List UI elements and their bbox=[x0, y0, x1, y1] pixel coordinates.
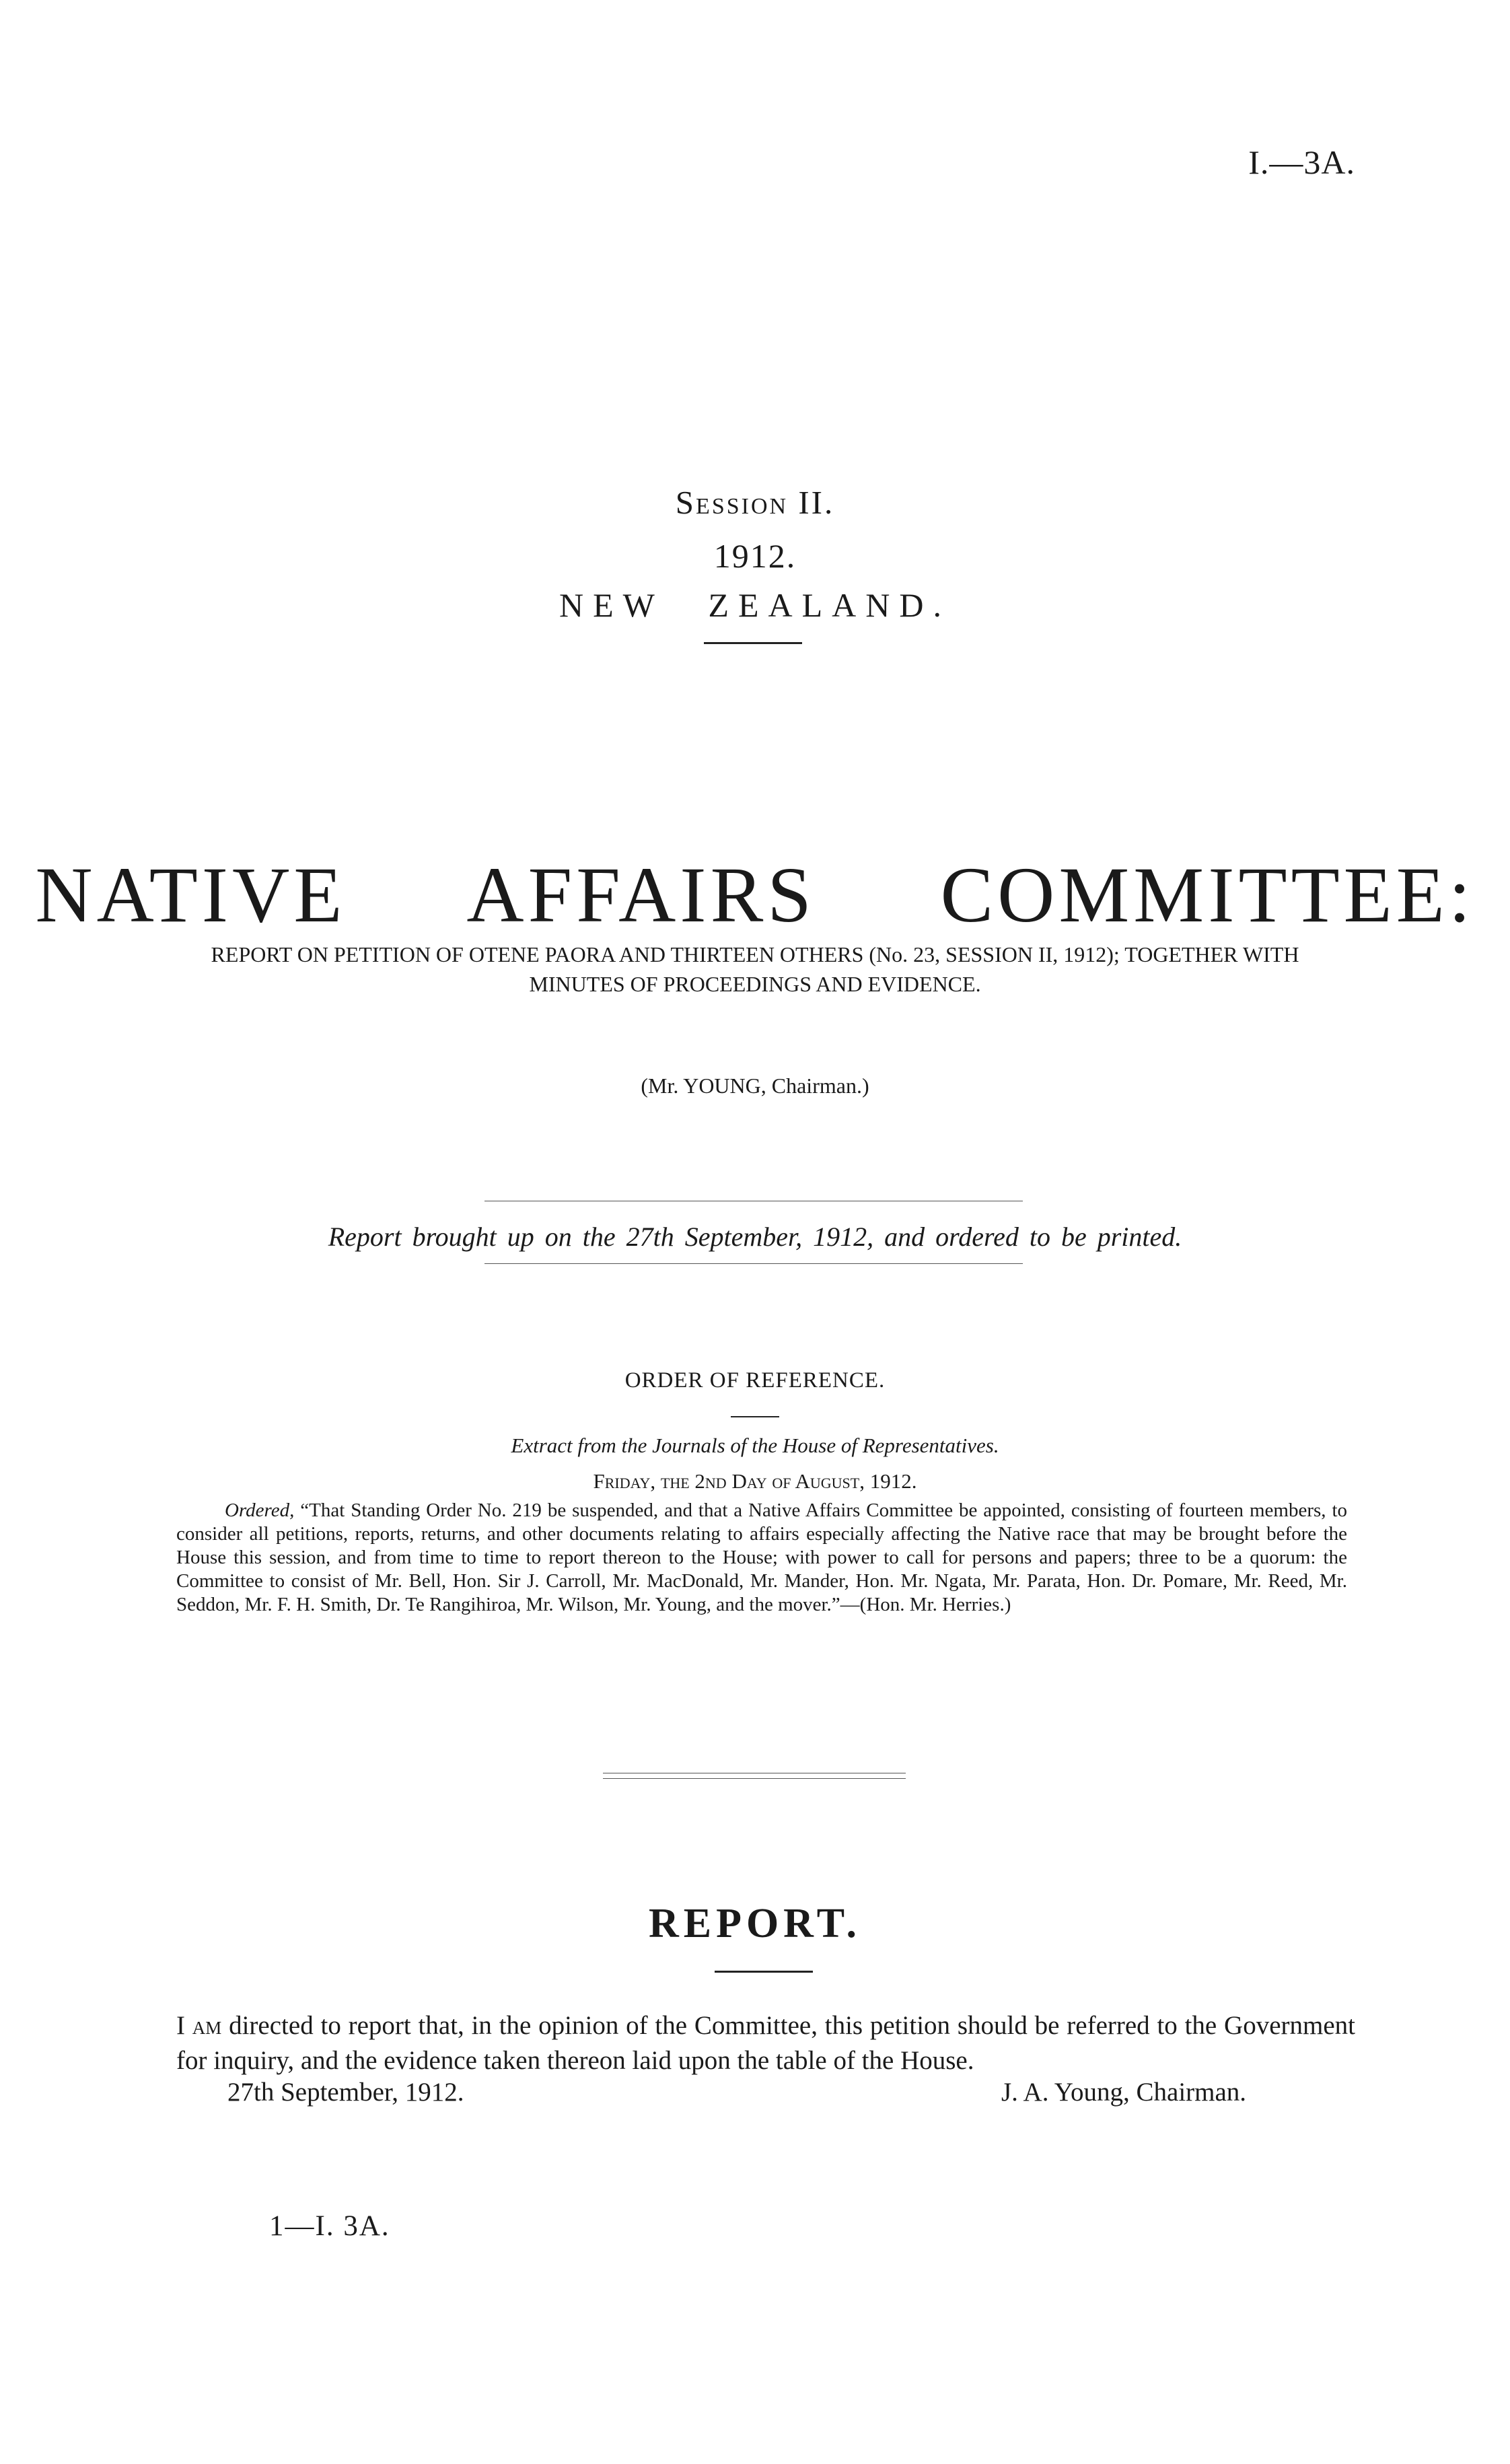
report-signature: J. A. Young, Chairman. bbox=[1001, 2078, 1247, 2107]
main-title: NATIVE AFFAIRS COMMITTEE: bbox=[35, 851, 1475, 939]
order-text bbox=[176, 1499, 1347, 1617]
footer-reference: 1—I. 3A. bbox=[269, 2210, 390, 2242]
session-label: Session II. bbox=[675, 484, 835, 521]
report-date: 27th September, 1912. bbox=[227, 2078, 464, 2107]
order-heading-divider bbox=[731, 1416, 779, 1417]
order-of-reference-heading: ORDER OF REFERENCE. bbox=[624, 1368, 886, 1393]
chairman-line: (Mr. YOUNG, Chairman.) bbox=[641, 1073, 869, 1098]
masthead-divider bbox=[704, 642, 802, 644]
report-brought-line: Report brought up on the 27th September, 1912, and ordered to be printed. bbox=[328, 1222, 1182, 1252]
ordered-label: Ordered, bbox=[225, 1500, 295, 1521]
subtitle: REPORT ON PETITION OF OTENE PAORA AND THIRTEEN OTHERS (No. 23, SESSION II, 1912); TOGETHER WITH MINUTES OF PROCEEDINGS AND EVIDENCE. bbox=[211, 942, 1299, 996]
report-heading: REPORT. bbox=[648, 1901, 862, 1946]
section-divider-bottom bbox=[603, 1778, 906, 1779]
country-label: NEW ZEALAND. bbox=[559, 586, 951, 624]
report-body bbox=[176, 2008, 1355, 2078]
order-date-line: Friday, the 2nd Day of August, 1912. bbox=[593, 1469, 917, 1493]
report-brought-bottom-rule bbox=[484, 1263, 1023, 1264]
year-label: 1912. bbox=[713, 537, 797, 575]
report-opening: I am bbox=[176, 2011, 222, 2040]
order-body: “That Standing Order No. 219 be suspended, and that a Native Affairs Committee be appointed, consisting of fourteen members, to consider all petitions, reports, returns, and other documents relating to affairs especially affecting the Native race that may be brought before the House this session, and from time to time to report thereon to the House; with power to call for persons and papers; three to be a quorum: the Committee to consist of Mr. Bell, Hon. Sir J. Carroll, Mr. MacDonald, Mr. Mander, Hon. Mr. Ngata, Mr. Parata, Hon. Dr. Pomare, Mr. Reed, Mr. Seddon, Mr. F. H. Smith, Dr. Te Rangihiroa, Mr. Wilson, Mr. Young, and the mover.”—(Hon. Mr. Herries.) bbox=[176, 1500, 1348, 1615]
report-heading-divider bbox=[715, 1971, 813, 1973]
report-text: directed to report that, in the opinion of the Committee, this petition should be referred to the Government for inquiry, and the evidence taken thereon laid upon the table of the House. bbox=[176, 2011, 1355, 2075]
journal-extract-line: Extract from the Journals of the House of Representatives. bbox=[511, 1434, 999, 1457]
document-reference: I.—3A. bbox=[1248, 143, 1355, 181]
